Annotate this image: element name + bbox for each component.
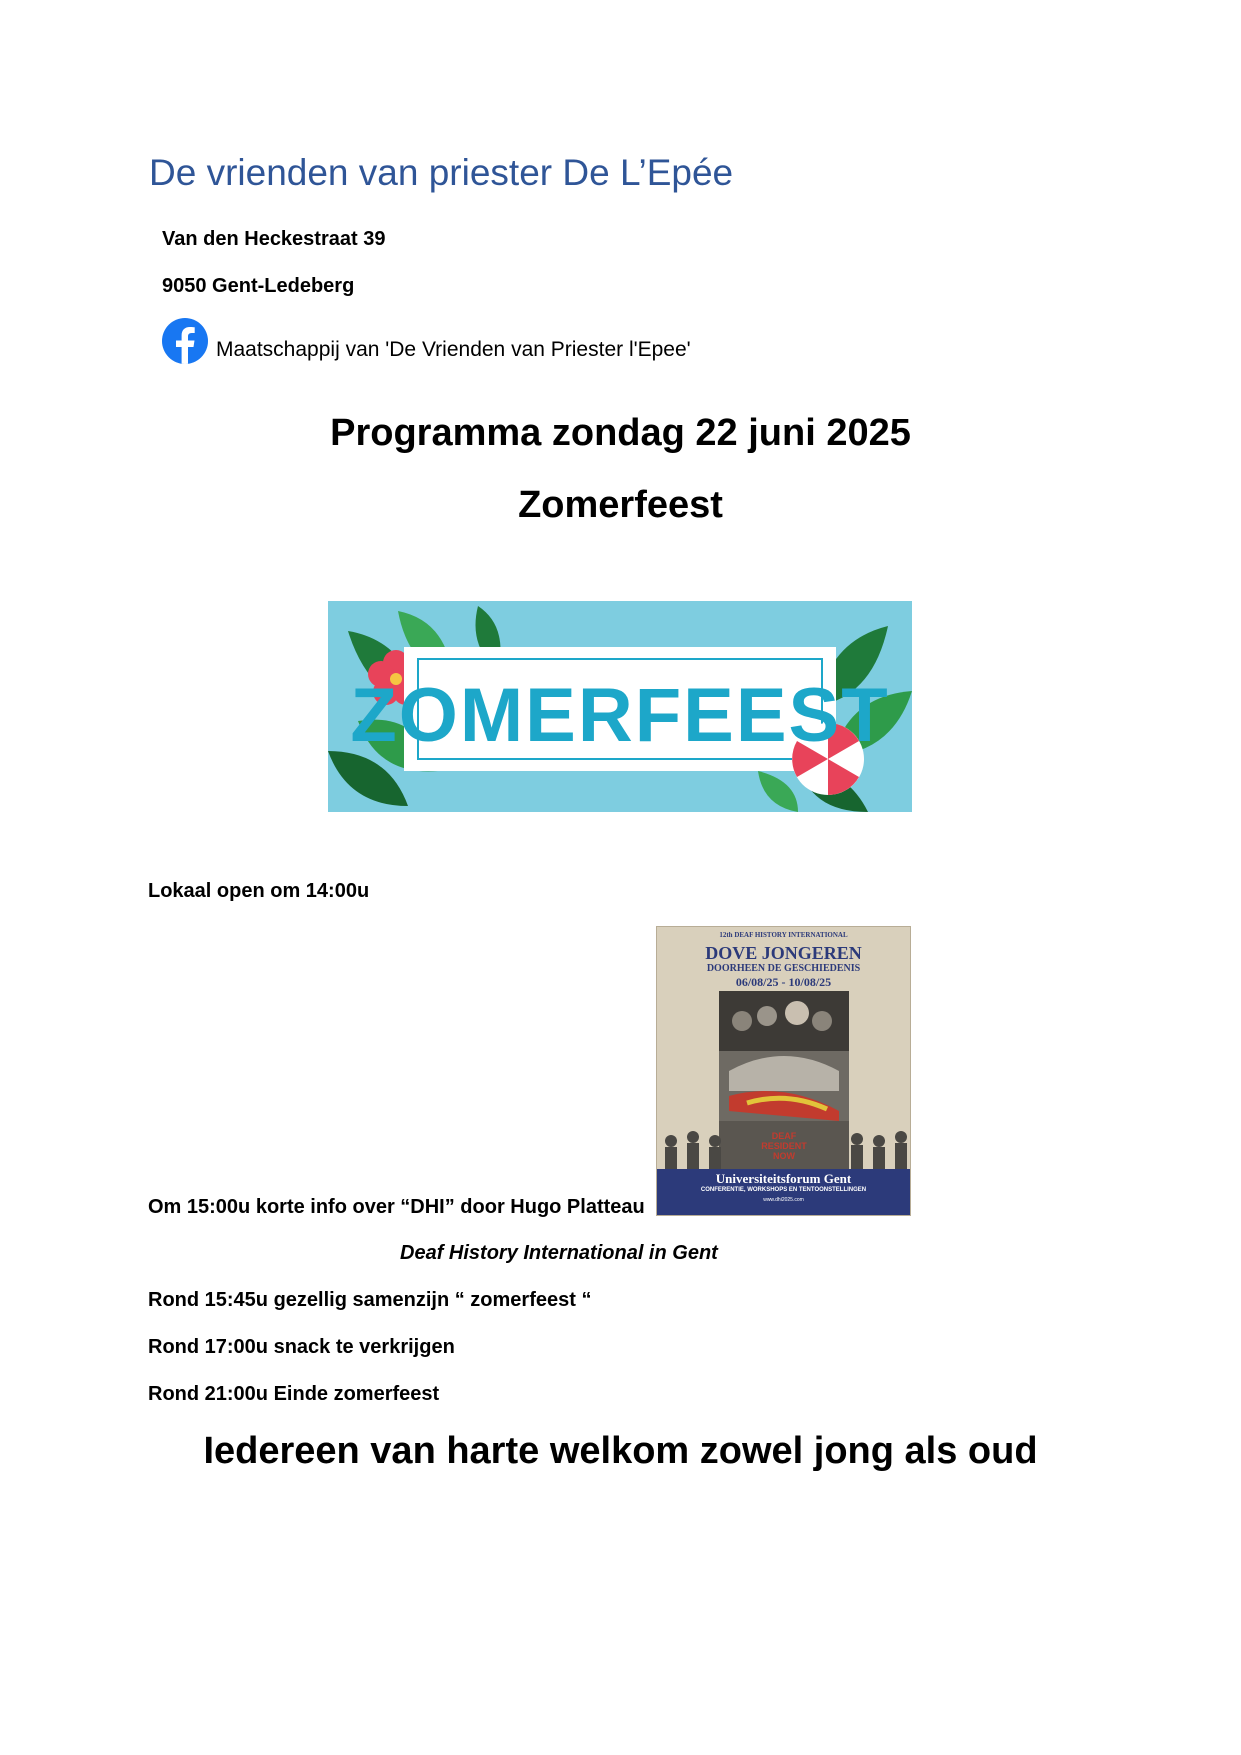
poster-venue: Universiteitsforum Gent [715, 1171, 852, 1186]
program-item-einde: Rond 21:00u Einde zomerfeest [148, 1383, 440, 1405]
program-title: Programma zondag 22 juni 2025 [330, 412, 911, 454]
poster-heading: DOVE JONGEREN [705, 943, 862, 963]
event-title: Zomerfeest [518, 484, 723, 526]
program-item-samenzijn: Rond 15:45u gezellig samenzijn “ zomerfeest “ [148, 1289, 592, 1311]
poster-sign-line3: NOW [773, 1151, 795, 1161]
zomerfeest-banner [328, 601, 912, 812]
poster-dates: 06/08/25 - 10/08/25 [735, 975, 832, 989]
poster-top-line: 12th DEAF HISTORY INTERNATIONAL [719, 931, 848, 939]
address-city: 9050 Gent-Ledeberg [162, 275, 355, 297]
program-item-open: Lokaal open om 14:00u [148, 880, 370, 902]
poster-sign-line1: DEAF [771, 1131, 797, 1141]
banner-text: ZOMERFEEST [350, 673, 890, 758]
organization-title: De vrienden van priester De L’Epée [149, 152, 734, 193]
welcome-message: Iedereen van harte welkom zowel jong als oud [203, 1430, 1038, 1472]
poster-website: www.dhi2025.com [763, 1197, 804, 1203]
facebook-icon [162, 318, 208, 364]
facebook-page-link[interactable]: Maatschappij van 'De Vrienden van Priester l'Epee' [216, 338, 691, 361]
dhi-poster [656, 926, 911, 1216]
address-street: Van den Heckestraat 39 [162, 228, 386, 250]
poster-sign-line2: RESIDENT [761, 1141, 807, 1151]
program-item-snack: Rond 17:00u snack te verkrijgen [148, 1336, 455, 1358]
poster-subheading: DOORHEEN DE GESCHIEDENIS [706, 963, 861, 974]
program-item-dhi-info: Om 15:00u korte info over “DHI” door Hugo Platteau [148, 1196, 645, 1218]
poster-collage-image [657, 991, 911, 1169]
poster-venue-sub: CONFERENTIE, WORKSHOPS EN TENTOONSTELLINGEN [700, 1187, 867, 1193]
dhi-subtitle: Deaf History International in Gent [400, 1242, 718, 1264]
